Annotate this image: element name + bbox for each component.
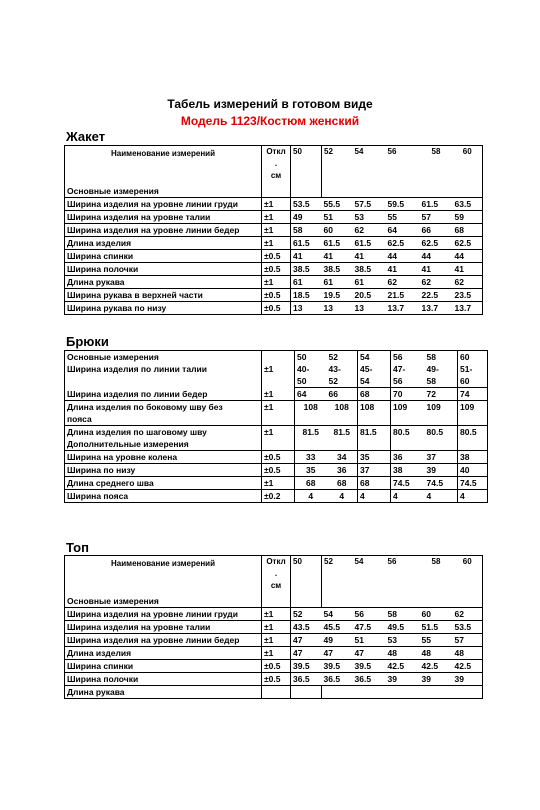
value-cell: 40 — [458, 464, 488, 477]
value-cell: 108 — [358, 401, 391, 414]
measure-name: Ширина спинки — [65, 250, 262, 263]
value-cell: 62 — [453, 276, 483, 289]
size-header: 52 — [322, 146, 353, 186]
value-cell: 108 — [334, 402, 349, 412]
measure-name: Ширина по низу — [65, 464, 262, 477]
value-cell: 39.5 — [291, 660, 322, 673]
value-cell: 39.5 — [322, 660, 353, 673]
value-cell: 45.5 — [322, 621, 353, 634]
pants-group2-row — [65, 438, 488, 451]
value-cell: 47.5 — [353, 621, 386, 634]
group-label: Основные измерения — [65, 185, 262, 198]
size-header: 56 — [391, 351, 425, 364]
value-cell: 47 — [322, 647, 353, 660]
size-header: 50 — [291, 146, 322, 186]
jacket-group-row — [65, 185, 483, 198]
value-cell: 13.7 — [453, 302, 483, 315]
value-cell: 68 — [295, 477, 327, 490]
value-cell: 44 — [420, 250, 453, 263]
value-cell: 57.5 — [353, 198, 386, 211]
table-row — [65, 198, 483, 211]
top-group-row — [65, 595, 483, 608]
col-tol-header: Откл — [262, 146, 291, 159]
measure-name: Длина изделия — [65, 237, 262, 250]
measure-name: Ширина полочки — [65, 263, 262, 276]
size-header: 54 — [353, 556, 386, 596]
value-cell: 54 — [358, 375, 391, 388]
tolerance: ±1 — [262, 224, 291, 237]
tolerance: ±0.5 — [262, 289, 291, 302]
value-cell: 36.5 — [291, 673, 322, 686]
value-cell: 4 — [425, 490, 458, 503]
size-header: 50 — [295, 351, 327, 364]
table-row — [65, 477, 488, 490]
value-cell: 109 — [391, 401, 425, 414]
value-cell: 34 — [327, 451, 358, 464]
value-cell: 53.5 — [453, 621, 483, 634]
size-header: 52 — [322, 556, 353, 596]
table-row — [65, 263, 483, 276]
pants-row-side-length — [65, 401, 488, 414]
value-cell: 53 — [386, 634, 420, 647]
value-cell: 18.5 — [291, 289, 322, 302]
pants-group-row — [65, 351, 488, 364]
value-cell: 22.5 — [420, 289, 453, 302]
value-cell: 80.5 — [391, 426, 425, 439]
value-cell: 37 — [358, 464, 391, 477]
value-cell: 36 — [391, 451, 425, 464]
value-cell: 41 — [322, 250, 353, 263]
size-header: 60 — [458, 351, 488, 364]
value-cell: 4 — [391, 490, 425, 503]
value-cell: 62 — [386, 276, 420, 289]
top-header-row — [65, 556, 483, 569]
table-row — [65, 634, 483, 647]
value-cell: 61 — [322, 276, 353, 289]
tolerance: ±1 — [262, 608, 291, 621]
size-header: 50 — [291, 556, 322, 596]
measure-name: Длина изделия по боковому шву без — [65, 401, 262, 414]
value-cell: 57 — [420, 211, 453, 224]
value-cell: 80.5 — [458, 426, 488, 439]
table-row — [65, 673, 483, 686]
col-tol-header-dot: . — [262, 158, 291, 170]
value-cell: 109 — [426, 402, 441, 412]
jacket-header-row — [65, 146, 483, 159]
value-cell: 35 — [295, 464, 327, 477]
value-cell: 51- — [458, 363, 488, 375]
value-cell: 62.5 — [453, 237, 483, 250]
size-header: 58 — [420, 556, 453, 596]
value-cell: 61 — [353, 276, 386, 289]
value-cell: 20.5 — [353, 289, 386, 302]
table-row — [65, 237, 483, 250]
value-cell: 74.5 — [391, 477, 425, 490]
value-cell: 33 — [295, 451, 327, 464]
value-cell: 35 — [358, 451, 391, 464]
value-cell: 44 — [386, 250, 420, 263]
value-cell: 39 — [386, 673, 420, 686]
value-cell: 68 — [358, 388, 391, 401]
measure-name: Ширина спинки — [65, 660, 262, 673]
tolerance: ±0.5 — [262, 451, 295, 464]
value-cell: 61.5 — [420, 198, 453, 211]
value-cell: 48 — [453, 647, 483, 660]
value-cell: 64 — [386, 224, 420, 237]
col-name-header: Наименование измерений — [65, 556, 262, 596]
value-cell: 62.5 — [420, 237, 453, 250]
measure-name: Длина рукава — [65, 276, 262, 289]
tolerance: ±1 — [262, 401, 295, 414]
size-header: 54 — [358, 351, 391, 364]
table-row — [65, 660, 483, 673]
pants-table — [64, 350, 488, 503]
table-row — [65, 224, 483, 237]
value-cell: 44 — [453, 250, 483, 263]
value-cell: 41 — [386, 263, 420, 276]
value-cell: 38 — [458, 451, 488, 464]
tolerance: ±0.5 — [262, 660, 291, 673]
value-cell: 42.5 — [386, 660, 420, 673]
value-cell: 58 — [386, 608, 420, 621]
value-cell: 4 — [327, 490, 358, 503]
value-cell: 80.5 — [426, 427, 444, 437]
size-header: 60 — [453, 146, 483, 186]
measure-name-continued: пояса — [65, 413, 262, 426]
table-row — [65, 621, 483, 634]
value-cell: 13 — [291, 302, 322, 315]
value-cell: 49 — [322, 634, 353, 647]
value-cell: 56 — [353, 608, 386, 621]
value-cell: 13 — [353, 302, 386, 315]
value-cell: 61 — [291, 276, 322, 289]
value-cell: 13.7 — [420, 302, 453, 315]
value-cell: 81.5 — [302, 427, 320, 437]
measure-name: Ширина изделия на уровне линии бедер — [65, 224, 262, 237]
tolerance: ±1 — [262, 237, 291, 250]
size-header: 52 — [327, 351, 358, 364]
value-cell: 39 — [425, 464, 458, 477]
value-cell: 66 — [327, 388, 358, 401]
tolerance: ±1 — [262, 621, 291, 634]
measure-name: Ширина изделия по линии талии — [65, 363, 262, 388]
value-cell: 38 — [391, 464, 425, 477]
value-cell: 47 — [353, 647, 386, 660]
tolerance: ±0.5 — [262, 464, 295, 477]
value-cell: 68 — [327, 477, 358, 490]
value-cell: 13 — [322, 302, 353, 315]
tolerance: ±0.5 — [262, 250, 291, 263]
value-cell: 49.5 — [386, 621, 420, 634]
value-cell: 42.5 — [420, 660, 453, 673]
tolerance: ±1 — [262, 211, 291, 224]
col-tol-header: Откл — [262, 556, 291, 569]
group-label: Основные измерения — [65, 595, 262, 608]
pants-row-waist — [65, 363, 488, 375]
value-cell: 60 — [420, 608, 453, 621]
value-cell: 36 — [327, 464, 358, 477]
value-cell: 109 — [458, 401, 488, 414]
value-cell: 45- — [358, 363, 391, 375]
value-cell: 63.5 — [453, 198, 483, 211]
section-title-top: Топ — [66, 540, 89, 555]
value-cell: 68 — [453, 224, 483, 237]
value-cell: 58 — [425, 375, 458, 388]
value-cell: 68 — [358, 477, 391, 490]
tolerance: ±1 — [262, 198, 291, 211]
top-row-sleeve — [65, 686, 483, 699]
value-cell: 61.5 — [291, 237, 322, 250]
tolerance: ±1 — [262, 363, 295, 388]
value-cell: 48 — [420, 647, 453, 660]
size-header: 58 — [420, 146, 453, 186]
value-cell: 43.5 — [291, 621, 322, 634]
value-cell: 4 — [458, 490, 488, 503]
col-tol-header-dot: . — [262, 568, 291, 580]
value-cell: 36.5 — [353, 673, 386, 686]
col-tol-header-unit: см — [262, 580, 291, 595]
top-table — [64, 555, 483, 699]
tolerance: ±0.2 — [262, 490, 295, 503]
measure-name: Длина изделия по шаговому шву — [65, 426, 262, 439]
measure-name: Ширина изделия на уровне талии — [65, 621, 262, 634]
value-cell: 54 — [322, 608, 353, 621]
value-cell: 19.5 — [322, 289, 353, 302]
page-title: Табель измерений в готовом виде — [167, 97, 373, 111]
value-cell: 74.5 — [458, 477, 488, 490]
value-cell: 41 — [353, 250, 386, 263]
value-cell: 39 — [453, 673, 483, 686]
value-cell: 49- — [426, 364, 439, 374]
section-title-jacket: Жакет — [66, 129, 106, 144]
measure-name: Ширина изделия на уровне талии — [65, 211, 262, 224]
value-cell: 57 — [453, 634, 483, 647]
col-name-header: Наименование измерений — [65, 146, 262, 186]
value-cell: 62 — [353, 224, 386, 237]
measure-name: Ширина изделия по линии бедер — [65, 388, 262, 401]
measure-name: Длина изделия — [65, 647, 262, 660]
value-cell: 62.5 — [386, 237, 420, 250]
table-row — [65, 451, 488, 464]
size-header: 58 — [425, 351, 458, 364]
table-row — [65, 490, 488, 503]
table-row — [65, 250, 483, 263]
measure-name: Длина среднего шва — [65, 477, 262, 490]
pants-row-inseam — [65, 426, 488, 439]
value-cell: 36.5 — [322, 673, 353, 686]
measure-name: Длина рукава — [65, 686, 262, 699]
value-cell: 49 — [291, 211, 322, 224]
measure-name: Ширина изделия на уровне линии бедер — [65, 634, 262, 647]
value-cell: 56 — [391, 375, 425, 388]
value-cell: 21.5 — [386, 289, 420, 302]
tolerance: ±1 — [262, 388, 295, 401]
tolerance: ±0.5 — [262, 673, 291, 686]
measure-name: Ширина полочки — [65, 673, 262, 686]
section-title-pants: Брюки — [66, 334, 109, 349]
value-cell: 23.5 — [453, 289, 483, 302]
tolerance: ±1 — [262, 426, 295, 439]
measure-name: Ширина рукава по низу — [65, 302, 262, 315]
measure-name: Ширина рукава в верхней части — [65, 289, 262, 302]
table-row — [65, 608, 483, 621]
value-cell: 38.5 — [291, 263, 322, 276]
model-subtitle: Модель 1123/Костюм женский — [180, 114, 360, 128]
value-cell: 39.5 — [353, 660, 386, 673]
value-cell: 38.5 — [353, 263, 386, 276]
value-cell: 55.5 — [322, 198, 353, 211]
tolerance: ±1 — [262, 647, 291, 660]
value-cell: 39 — [420, 673, 453, 686]
value-cell: 41 — [420, 263, 453, 276]
value-cell: 81.5 — [358, 426, 391, 439]
value-cell: 38.5 — [322, 263, 353, 276]
value-cell: 47 — [291, 647, 322, 660]
group-label: Дополнительные измерения — [65, 438, 262, 451]
value-cell: 60 — [322, 224, 353, 237]
measure-name: Ширина на уровне колена — [65, 451, 262, 464]
value-cell: 13.7 — [386, 302, 420, 315]
value-cell: 50 — [295, 375, 327, 388]
value-cell: 37 — [425, 451, 458, 464]
measure-name: Ширина пояса — [65, 490, 262, 503]
pants-row-hips — [65, 388, 488, 401]
value-cell: 64 — [295, 388, 327, 401]
value-cell: 81.5 — [333, 427, 351, 437]
value-cell: 108 — [303, 402, 318, 412]
size-header: 54 — [353, 146, 386, 186]
value-cell: 52 — [291, 608, 322, 621]
value-cell: 59 — [453, 211, 483, 224]
value-cell: 51.5 — [420, 621, 453, 634]
size-header: 56 — [386, 146, 420, 186]
measure-name: Ширина изделия на уровне линии груди — [65, 608, 262, 621]
value-cell: 53.5 — [291, 198, 322, 211]
tolerance: ±0.5 — [262, 263, 291, 276]
value-cell: 51 — [353, 634, 386, 647]
value-cell: 55 — [420, 634, 453, 647]
value-cell: 61.5 — [322, 237, 353, 250]
value-cell: 61.5 — [353, 237, 386, 250]
tolerance: ±1 — [262, 477, 295, 490]
value-cell: 59.5 — [386, 198, 420, 211]
value-cell: 62 — [453, 608, 483, 621]
measure-name: Ширина изделия на уровне линии груди — [65, 198, 262, 211]
value-cell: 55 — [386, 211, 420, 224]
group-label: Основные измерения — [65, 351, 262, 364]
size-header: 60 — [453, 556, 483, 596]
value-cell: 41 — [291, 250, 322, 263]
col-tol-header-unit: см — [262, 170, 291, 185]
table-row — [65, 276, 483, 289]
value-cell: 41 — [453, 263, 483, 276]
value-cell: 40- — [297, 364, 310, 374]
table-row — [65, 211, 483, 224]
tolerance: ±1 — [262, 276, 291, 289]
table-row — [65, 302, 483, 315]
value-cell: 52 — [327, 375, 358, 388]
value-cell: 53 — [353, 211, 386, 224]
value-cell: 4 — [295, 490, 327, 503]
table-row — [65, 464, 488, 477]
table-row — [65, 289, 483, 302]
value-cell: 62 — [420, 276, 453, 289]
value-cell: 58 — [291, 224, 322, 237]
table-row — [65, 647, 483, 660]
value-cell: 42.5 — [453, 660, 483, 673]
value-cell: 51 — [322, 211, 353, 224]
tolerance: ±1 — [262, 634, 291, 647]
value-cell: 66 — [420, 224, 453, 237]
jacket-table — [64, 145, 483, 315]
value-cell: 60 — [458, 375, 488, 388]
value-cell: 70 — [391, 388, 425, 401]
value-cell: 4 — [358, 490, 391, 503]
size-header: 56 — [386, 556, 420, 596]
value-cell: 74.5 — [425, 477, 458, 490]
value-cell: 74 — [458, 388, 488, 401]
value-cell: 72 — [425, 388, 458, 401]
value-cell: 43- — [328, 364, 341, 374]
tolerance: ±0.5 — [262, 302, 291, 315]
value-cell: 47 — [291, 634, 322, 647]
value-cell: 48 — [386, 647, 420, 660]
value-cell: 47- — [391, 363, 425, 375]
